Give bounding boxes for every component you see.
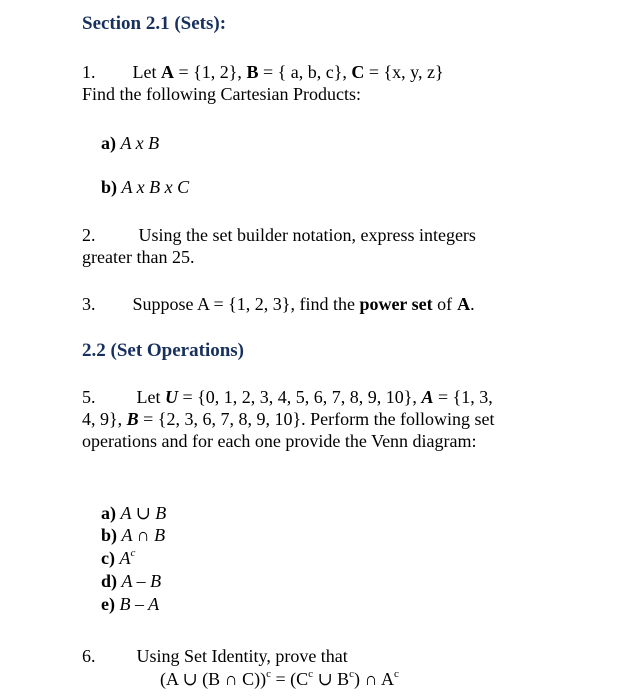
question-1-let: Let [132, 62, 157, 82]
question-3-period: . [470, 294, 475, 314]
set-u-label: U [165, 387, 178, 407]
question-3-text: Suppose A = {1, 2, 3}, find the [132, 294, 355, 314]
set-a-label: A [161, 62, 174, 82]
identity-rhs-3: ) ∩ A [354, 669, 394, 689]
identity-sup-2: c [308, 668, 314, 680]
question-2-number: 2. [82, 225, 96, 245]
question-3 [82, 293, 475, 315]
question-1-part-a [101, 132, 159, 154]
question-5-let: Let [136, 387, 161, 407]
question-5-part-a [101, 502, 166, 524]
q5-part-b-expression: A ∩ B [121, 525, 166, 545]
part-b-expression: A x B x C [121, 177, 190, 197]
set-u-definition: = {0, 1, 2, 3, 4, 5, 6, 7, 8, 9, 10}, [182, 387, 417, 407]
identity-lhs: (A ∪ (B ∩ C)) [160, 669, 267, 689]
q5-part-e-label: e) [101, 594, 115, 614]
question-6-text: Using Set Identity, prove that [136, 646, 348, 666]
question-6-identity [160, 668, 399, 690]
q5-part-e-expression: B – A [119, 594, 160, 614]
question-1-instruction: Find the following Cartesian Products: [82, 84, 361, 104]
question-5-line-2 [82, 408, 495, 430]
question-5-line-3: operations and for each one provide the Venn diagram: [82, 431, 477, 451]
question-6-number: 6. [82, 646, 96, 666]
question-5-part-d [101, 570, 161, 592]
question-5-part-c [101, 547, 135, 569]
question-5-part-b [101, 524, 165, 546]
question-1-part-b [101, 176, 189, 198]
set-b-definition: = { a, b, c}, [262, 62, 347, 82]
identity-sup-1: c [266, 668, 271, 680]
question-2-line-2: greater than 25. [82, 247, 195, 267]
identity-rhs-2: ∪ B [313, 669, 350, 689]
set-b-label: B [246, 62, 259, 82]
q5-part-d-expression: A – B [121, 571, 162, 591]
part-b-label: b) [101, 177, 118, 197]
identity-sup-3: c [349, 668, 354, 680]
question-6-line-1 [82, 645, 348, 667]
question-1-number: 1. [82, 62, 96, 82]
q5-part-a-expression: A ∪ B [120, 503, 167, 523]
section-heading-sets: Section 2.1 (Sets): [82, 13, 227, 34]
question-2-text: Using the set builder notation, express integers [138, 225, 476, 245]
set-c-label: C [351, 62, 365, 82]
q5-part-a-label: a) [101, 503, 116, 523]
q5-part-b-label: b) [101, 525, 118, 545]
part-a-label: a) [101, 133, 116, 153]
q5-part-c-complement: c [130, 547, 136, 559]
question-3-of: of [437, 294, 453, 314]
part-a-expression: A x B [120, 133, 160, 153]
question-3-number: 3. [82, 294, 96, 314]
set-b5-definition: = {2, 3, 6, 7, 8, 9, 10}. Perform the following set [143, 409, 495, 429]
section-heading-set-operations: 2.2 (Set Operations) [82, 340, 245, 361]
question-5-line-1 [82, 386, 493, 408]
identity-sup-4: c [394, 668, 399, 680]
question-3-set-a: A [457, 294, 471, 314]
question-5-number: 5. [82, 387, 96, 407]
set-b5-label: B [126, 409, 139, 429]
set-a5-label: A [421, 387, 434, 407]
q5-part-c-expression: A [119, 548, 131, 568]
power-set-term: power set [359, 294, 433, 314]
set-a-definition: = {1, 2}, [178, 62, 242, 82]
set-a5-definition-part2: 4, 9}, [82, 409, 123, 429]
q5-part-d-label: d) [101, 571, 118, 591]
q5-part-c-label: c) [101, 548, 115, 568]
set-c-definition: = {x, y, z} [368, 62, 444, 82]
set-a5-definition-part1: = {1, 3, [437, 387, 493, 407]
identity-rhs-1: = (C [270, 669, 309, 689]
question-5-part-e [101, 593, 159, 615]
question-1-line-1 [82, 61, 444, 83]
question-2-line-1 [82, 224, 476, 246]
